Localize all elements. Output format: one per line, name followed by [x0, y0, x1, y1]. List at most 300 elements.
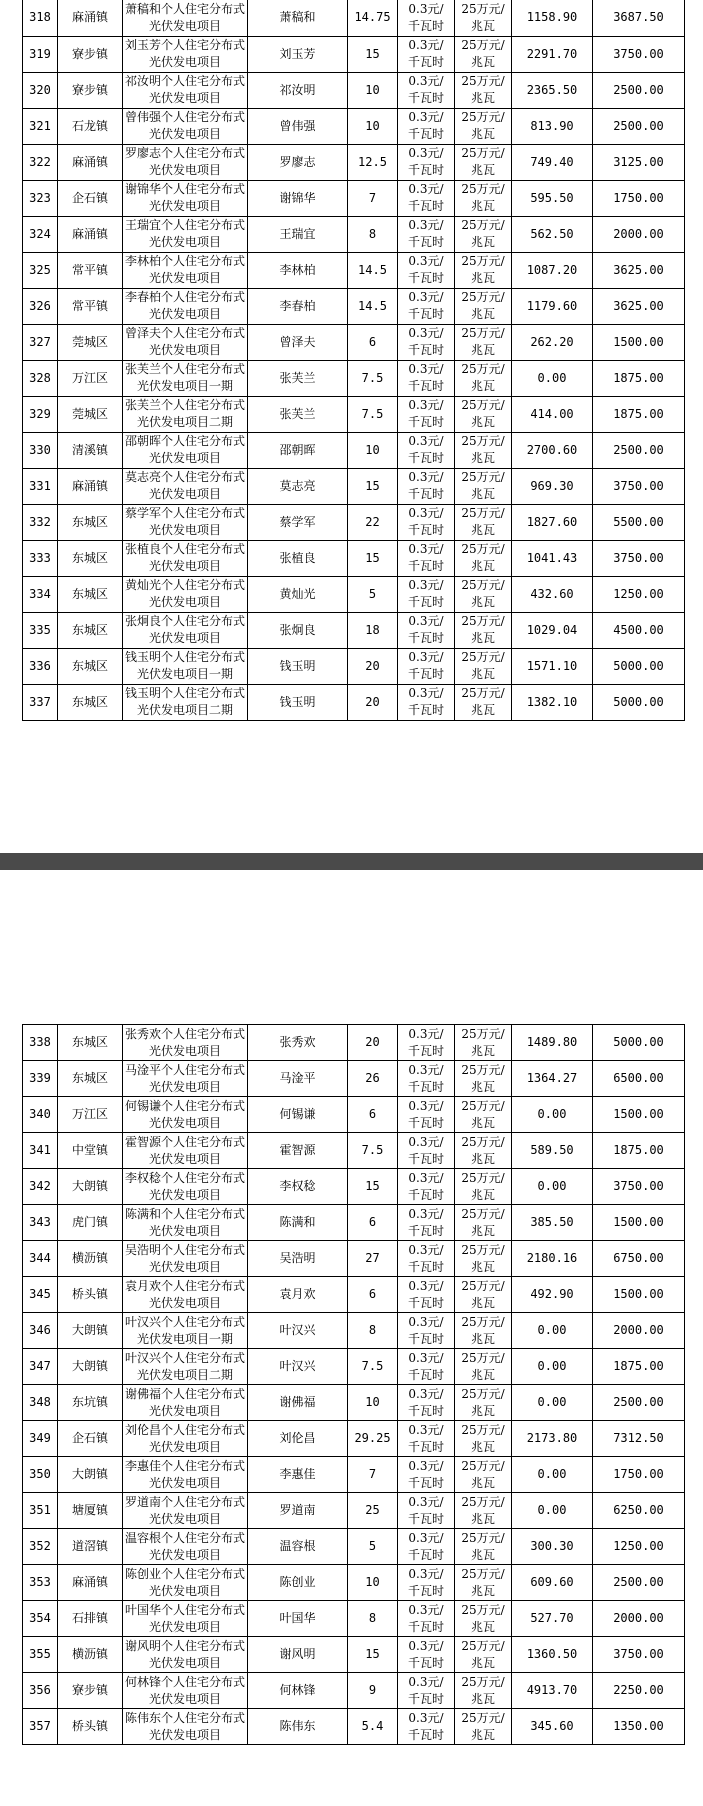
tariff-cell-line-1: 0.3元/: [408, 1566, 444, 1581]
generation-cell: 0.00: [512, 1097, 593, 1133]
tariff-cell-line-2: 千瓦时: [407, 235, 444, 249]
amount-cell: 3687.50: [593, 0, 685, 36]
project-name-cell: 张植良个人住宅分布式光伏发电项目: [123, 540, 248, 576]
subsidy-cell: [455, 0, 512, 36]
capacity-cell: 7.5: [348, 360, 398, 396]
tariff-cell: [398, 108, 455, 144]
capacity-cell: 7: [348, 1457, 398, 1493]
owner-cell: 刘伦昌: [248, 1421, 348, 1457]
town-cell: 东城区: [58, 504, 123, 540]
subsidy-cell: [455, 540, 512, 576]
table-row: [23, 540, 685, 576]
subsidy-cell-line-2: 兆瓦: [470, 1259, 495, 1274]
subsidy-cell: [455, 504, 512, 540]
table-row: [23, 0, 685, 36]
amount-cell: 1875.00: [593, 1133, 685, 1169]
owner-cell: 叶汉兴: [248, 1349, 348, 1385]
generation-cell: 969.30: [512, 468, 593, 504]
subsidy-cell: [455, 648, 512, 684]
tariff-cell-line-1: 0.3元/: [408, 1602, 444, 1617]
row-number: 327: [23, 324, 58, 360]
owner-cell: 曾泽夫: [248, 324, 348, 360]
tariff-cell-line-1: 0.3元/: [408, 362, 444, 376]
amount-cell: 1500.00: [593, 1097, 685, 1133]
tariff-cell-line-2: 千瓦时: [407, 1619, 444, 1634]
subsidy-cell-line-1: 25万元/: [461, 542, 505, 556]
table-row: [23, 360, 685, 396]
row-number: 354: [23, 1601, 58, 1637]
table-row: [23, 1457, 685, 1493]
owner-cell: 张芙兰: [248, 396, 348, 432]
owner-cell: 陈伟东: [248, 1709, 348, 1745]
row-number: 351: [23, 1493, 58, 1529]
tariff-cell-line-1: 0.3元/: [408, 1494, 444, 1509]
amount-cell: 2500.00: [593, 1385, 685, 1421]
subsidy-cell-line-1: 25万元/: [461, 1602, 505, 1617]
project-name-cell: 陈创业个人住宅分布式光伏发电项目: [123, 1565, 248, 1601]
project-name-cell: 何林锋个人住宅分布式光伏发电项目: [123, 1673, 248, 1709]
table-row: [23, 1205, 685, 1241]
owner-cell: 谢风明: [248, 1637, 348, 1673]
subsidy-cell-line-1: 25万元/: [461, 182, 505, 196]
subsidy-cell-line-1: 25万元/: [461, 146, 505, 160]
document-page-1: [0, 0, 703, 853]
generation-cell: 1382.10: [512, 684, 593, 720]
town-cell: 道滘镇: [58, 1529, 123, 1565]
subsidy-cell: [455, 1205, 512, 1241]
amount-cell: 1875.00: [593, 396, 685, 432]
tariff-cell-line-2: 千瓦时: [407, 1367, 444, 1382]
owner-cell: 蔡学军: [248, 504, 348, 540]
tariff-cell: [398, 1601, 455, 1637]
tariff-cell: [398, 1133, 455, 1169]
subsidy-cell-line-2: 兆瓦: [470, 235, 495, 249]
subsidy-cell-line-1: 25万元/: [461, 1206, 505, 1221]
row-number: 338: [23, 1025, 58, 1061]
subsidy-cell-line-1: 25万元/: [461, 686, 505, 700]
generation-cell: 262.20: [512, 324, 593, 360]
generation-cell: 300.30: [512, 1529, 593, 1565]
owner-cell: 曾伟强: [248, 108, 348, 144]
amount-cell: 5000.00: [593, 648, 685, 684]
tariff-cell-line-1: 0.3元/: [408, 650, 444, 664]
capacity-cell: 29.25: [348, 1421, 398, 1457]
amount-cell: 2000.00: [593, 1601, 685, 1637]
tariff-cell: [398, 1421, 455, 1457]
project-name-cell: 邵朝晖个人住宅分布式光伏发电项目: [123, 432, 248, 468]
table-row: [23, 1637, 685, 1673]
row-number: 332: [23, 504, 58, 540]
row-number: 353: [23, 1565, 58, 1601]
project-name-cell: 张芙兰个人住宅分布式光伏发电项目二期: [123, 396, 248, 432]
tariff-cell: [398, 612, 455, 648]
table-row: [23, 504, 685, 540]
table-row: [23, 36, 685, 72]
subsidy-cell: [455, 1673, 512, 1709]
tariff-cell-line-2: 千瓦时: [407, 1691, 444, 1706]
tariff-cell: [398, 180, 455, 216]
row-number: 356: [23, 1673, 58, 1709]
row-number: 343: [23, 1205, 58, 1241]
capacity-cell: 10: [348, 108, 398, 144]
subsidy-cell-line-1: 25万元/: [461, 1494, 505, 1509]
tariff-cell-line-2: 千瓦时: [407, 127, 444, 141]
amount-cell: 1250.00: [593, 1529, 685, 1565]
subsidy-cell: [455, 1493, 512, 1529]
document-page-2: [0, 870, 703, 1806]
row-number: 322: [23, 144, 58, 180]
subsidy-cell-line-1: 25万元/: [461, 1134, 505, 1149]
table-row: [23, 108, 685, 144]
tariff-cell-line-2: 千瓦时: [407, 631, 444, 645]
amount-cell: 3625.00: [593, 252, 685, 288]
row-number: 318: [23, 0, 58, 36]
town-cell: 东城区: [58, 1025, 123, 1061]
owner-cell: 陈满和: [248, 1205, 348, 1241]
row-number: 347: [23, 1349, 58, 1385]
subsidy-cell-line-2: 兆瓦: [470, 271, 495, 285]
tariff-cell: [398, 1025, 455, 1061]
town-cell: 中堂镇: [58, 1133, 123, 1169]
tariff-cell-line-2: 千瓦时: [407, 1655, 444, 1670]
subsidy-cell-line-2: 兆瓦: [470, 1043, 495, 1058]
tariff-cell: [398, 1565, 455, 1601]
capacity-cell: 9: [348, 1673, 398, 1709]
subsidy-cell-line-2: 兆瓦: [470, 1115, 495, 1130]
owner-cell: 罗道南: [248, 1493, 348, 1529]
tariff-cell-line-2: 千瓦时: [407, 1223, 444, 1238]
subsidy-cell-line-2: 兆瓦: [470, 18, 495, 33]
tariff-cell: [398, 1097, 455, 1133]
subsidy-cell-line-1: 25万元/: [461, 1098, 505, 1113]
subsidy-cell-line-2: 兆瓦: [470, 703, 495, 717]
amount-cell: 3750.00: [593, 468, 685, 504]
tariff-cell-line-1: 0.3元/: [408, 398, 444, 412]
table-row: [23, 324, 685, 360]
project-name-cell: 祁汝明个人住宅分布式光伏发电项目: [123, 72, 248, 108]
amount-cell: 3625.00: [593, 288, 685, 324]
owner-cell: 钱玉明: [248, 684, 348, 720]
owner-cell: 谢佛福: [248, 1385, 348, 1421]
subsidy-cell-line-1: 25万元/: [461, 1530, 505, 1545]
amount-cell: 3750.00: [593, 540, 685, 576]
capacity-cell: 5: [348, 1529, 398, 1565]
amount-cell: 6500.00: [593, 1061, 685, 1097]
project-name-cell: 曾伟强个人住宅分布式光伏发电项目: [123, 108, 248, 144]
generation-cell: 1158.90: [512, 0, 593, 36]
capacity-cell: 20: [348, 1025, 398, 1061]
generation-cell: 1364.27: [512, 1061, 593, 1097]
generation-cell: 492.90: [512, 1277, 593, 1313]
tariff-cell: [398, 1241, 455, 1277]
row-number: 323: [23, 180, 58, 216]
project-name-cell: 谢风明个人住宅分布式光伏发电项目: [123, 1637, 248, 1673]
tariff-cell-line-2: 千瓦时: [407, 271, 444, 285]
tariff-cell-line-1: 0.3元/: [408, 1062, 444, 1077]
tariff-cell: [398, 288, 455, 324]
generation-cell: 432.60: [512, 576, 593, 612]
project-name-cell: 霍智源个人住宅分布式光伏发电项目: [123, 1133, 248, 1169]
table-row: [23, 1385, 685, 1421]
table-row: [23, 1313, 685, 1349]
capacity-cell: 20: [348, 648, 398, 684]
project-name-cell: 王瑞宜个人住宅分布式光伏发电项目: [123, 216, 248, 252]
owner-cell: 萧稿和: [248, 0, 348, 36]
owner-cell: 钱玉明: [248, 648, 348, 684]
capacity-cell: 25: [348, 1493, 398, 1529]
capacity-cell: 6: [348, 1277, 398, 1313]
town-cell: 大朗镇: [58, 1313, 123, 1349]
tariff-cell-line-2: 千瓦时: [407, 1043, 444, 1058]
generation-cell: 2365.50: [512, 72, 593, 108]
town-cell: 塘厦镇: [58, 1493, 123, 1529]
subsidy-cell: [455, 684, 512, 720]
subsidy-cell-line-2: 兆瓦: [470, 1583, 495, 1598]
town-cell: 麻涌镇: [58, 468, 123, 504]
capacity-cell: 15: [348, 468, 398, 504]
tariff-cell-line-1: 0.3元/: [408, 290, 444, 304]
tariff-cell: [398, 360, 455, 396]
subsidy-cell: [455, 324, 512, 360]
tariff-cell: [398, 1313, 455, 1349]
subsidy-cell: [455, 1637, 512, 1673]
tariff-cell-line-2: 千瓦时: [407, 307, 444, 321]
capacity-cell: 14.5: [348, 288, 398, 324]
generation-cell: 0.00: [512, 1169, 593, 1205]
capacity-cell: 8: [348, 1601, 398, 1637]
subsidy-cell-line-1: 25万元/: [461, 1026, 505, 1041]
amount-cell: 1350.00: [593, 1709, 685, 1745]
town-cell: 莞城区: [58, 324, 123, 360]
subsidy-cell: [455, 1061, 512, 1097]
generation-cell: 2173.80: [512, 1421, 593, 1457]
subsidy-cell-line-1: 25万元/: [461, 1422, 505, 1437]
subsidy-cell: [455, 1133, 512, 1169]
subsidy-cell-line-2: 兆瓦: [470, 1187, 495, 1202]
capacity-cell: 5: [348, 576, 398, 612]
subsidy-cell-line-1: 25万元/: [461, 1710, 505, 1725]
tariff-cell: [398, 504, 455, 540]
project-name-cell: 马淦平个人住宅分布式光伏发电项目: [123, 1061, 248, 1097]
project-name-cell: 张芙兰个人住宅分布式光伏发电项目一期: [123, 360, 248, 396]
table-row: [23, 1709, 685, 1745]
capacity-cell: 5.4: [348, 1709, 398, 1745]
subsidy-cell: [455, 1097, 512, 1133]
subsidy-cell: [455, 288, 512, 324]
row-number: 319: [23, 36, 58, 72]
project-name-cell: 刘伦昌个人住宅分布式光伏发电项目: [123, 1421, 248, 1457]
tariff-cell-line-2: 千瓦时: [407, 487, 444, 501]
capacity-cell: 26: [348, 1061, 398, 1097]
generation-cell: 1360.50: [512, 1637, 593, 1673]
table-row: [23, 1493, 685, 1529]
town-cell: 寮步镇: [58, 72, 123, 108]
tariff-cell: [398, 1637, 455, 1673]
amount-cell: 3750.00: [593, 36, 685, 72]
tariff-cell: [398, 1061, 455, 1097]
subsidy-cell: [455, 468, 512, 504]
row-number: 326: [23, 288, 58, 324]
capacity-cell: 7.5: [348, 1133, 398, 1169]
generation-cell: 589.50: [512, 1133, 593, 1169]
tariff-cell-line-1: 0.3元/: [408, 1278, 444, 1293]
subsidy-cell-line-2: 兆瓦: [470, 1655, 495, 1670]
subsidy-cell-line-2: 兆瓦: [470, 1403, 495, 1418]
tariff-cell-line-2: 千瓦时: [407, 1079, 444, 1094]
row-number: 335: [23, 612, 58, 648]
table-row: [23, 1061, 685, 1097]
tariff-cell-line-2: 千瓦时: [407, 163, 444, 177]
tariff-cell: [398, 1493, 455, 1529]
tariff-cell: [398, 1205, 455, 1241]
table-row: [23, 576, 685, 612]
amount-cell: 2500.00: [593, 108, 685, 144]
capacity-cell: 15: [348, 1169, 398, 1205]
capacity-cell: 27: [348, 1241, 398, 1277]
table-row: [23, 1277, 685, 1313]
project-name-cell: 蔡学军个人住宅分布式光伏发电项目: [123, 504, 248, 540]
capacity-cell: 10: [348, 72, 398, 108]
capacity-cell: 20: [348, 684, 398, 720]
tariff-cell-line-2: 千瓦时: [407, 379, 444, 393]
subsidy-cell: [455, 1529, 512, 1565]
owner-cell: 祁汝明: [248, 72, 348, 108]
owner-cell: 刘玉芳: [248, 36, 348, 72]
generation-cell: 562.50: [512, 216, 593, 252]
town-cell: 石排镇: [58, 1601, 123, 1637]
row-number: 352: [23, 1529, 58, 1565]
subsidy-cell-line-1: 25万元/: [461, 362, 505, 376]
generation-cell: 4913.70: [512, 1673, 593, 1709]
tariff-cell: [398, 1457, 455, 1493]
tariff-cell-line-2: 千瓦时: [407, 55, 444, 69]
subsidy-cell: [455, 1709, 512, 1745]
subsidy-cell: [455, 108, 512, 144]
generation-cell: 2700.60: [512, 432, 593, 468]
project-name-cell: 罗廖志个人住宅分布式光伏发电项目: [123, 144, 248, 180]
subsidy-cell: [455, 252, 512, 288]
project-name-cell: 温容根个人住宅分布式光伏发电项目: [123, 1529, 248, 1565]
project-name-cell: 李春柏个人住宅分布式光伏发电项目: [123, 288, 248, 324]
tariff-cell-line-1: 0.3元/: [408, 1530, 444, 1545]
project-name-cell: 黄灿光个人住宅分布式光伏发电项目: [123, 576, 248, 612]
tariff-cell-line-1: 0.3元/: [408, 1350, 444, 1365]
amount-cell: 6250.00: [593, 1493, 685, 1529]
town-cell: 虎门镇: [58, 1205, 123, 1241]
town-cell: 横沥镇: [58, 1637, 123, 1673]
subsidy-cell: [455, 1601, 512, 1637]
tariff-cell: [398, 648, 455, 684]
project-name-cell: 罗道南个人住宅分布式光伏发电项目: [123, 1493, 248, 1529]
subsidy-cell-line-2: 兆瓦: [470, 415, 495, 429]
row-number: 346: [23, 1313, 58, 1349]
amount-cell: 3750.00: [593, 1637, 685, 1673]
town-cell: 东城区: [58, 540, 123, 576]
town-cell: 桥头镇: [58, 1709, 123, 1745]
row-number: 330: [23, 432, 58, 468]
row-number: 341: [23, 1133, 58, 1169]
tariff-cell-line-1: 0.3元/: [408, 1638, 444, 1653]
owner-cell: 黄灿光: [248, 576, 348, 612]
capacity-cell: 7: [348, 180, 398, 216]
tariff-cell-line-2: 千瓦时: [407, 1151, 444, 1166]
town-cell: 清溪镇: [58, 432, 123, 468]
tariff-cell-line-2: 千瓦时: [407, 1295, 444, 1310]
tariff-cell-line-1: 0.3元/: [408, 1386, 444, 1401]
subsidy-cell-line-2: 兆瓦: [470, 1151, 495, 1166]
owner-cell: 邵朝晖: [248, 432, 348, 468]
tariff-cell-line-1: 0.3元/: [408, 146, 444, 160]
subsidy-cell: [455, 1385, 512, 1421]
town-cell: 万江区: [58, 360, 123, 396]
subsidy-cell-line-2: 兆瓦: [470, 127, 495, 141]
town-cell: 麻涌镇: [58, 1565, 123, 1601]
subsidy-cell-line-1: 25万元/: [461, 38, 505, 52]
tariff-cell-line-2: 千瓦时: [407, 1547, 444, 1562]
subsidy-cell-line-2: 兆瓦: [470, 451, 495, 465]
subsidy-cell: [455, 1169, 512, 1205]
subsidy-cell: [455, 72, 512, 108]
owner-cell: 李林柏: [248, 252, 348, 288]
generation-cell: 0.00: [512, 360, 593, 396]
subsidy-cell-line-2: 兆瓦: [470, 631, 495, 645]
amount-cell: 1250.00: [593, 576, 685, 612]
table-row: [23, 612, 685, 648]
row-number: 339: [23, 1061, 58, 1097]
tariff-cell-line-2: 千瓦时: [407, 1583, 444, 1598]
tariff-cell-line-2: 千瓦时: [407, 415, 444, 429]
generation-cell: 414.00: [512, 396, 593, 432]
town-cell: 常平镇: [58, 288, 123, 324]
owner-cell: 霍智源: [248, 1133, 348, 1169]
generation-cell: 0.00: [512, 1349, 593, 1385]
amount-cell: 2250.00: [593, 1673, 685, 1709]
town-cell: 石龙镇: [58, 108, 123, 144]
row-number: 328: [23, 360, 58, 396]
capacity-cell: 10: [348, 1565, 398, 1601]
row-number: 342: [23, 1169, 58, 1205]
subsidy-cell-line-1: 25万元/: [461, 218, 505, 232]
row-number: 333: [23, 540, 58, 576]
tariff-cell-line-1: 0.3元/: [408, 542, 444, 556]
tariff-cell: [398, 144, 455, 180]
subsidy-cell-line-1: 25万元/: [461, 1278, 505, 1293]
tariff-cell: [398, 1385, 455, 1421]
subsidy-cell-line-2: 兆瓦: [470, 559, 495, 573]
subsidy-cell-line-2: 兆瓦: [470, 1367, 495, 1382]
town-cell: 东坑镇: [58, 1385, 123, 1421]
subsidy-cell: [455, 360, 512, 396]
row-number: 325: [23, 252, 58, 288]
subsidy-cell-line-1: 25万元/: [461, 1170, 505, 1185]
subsidy-cell-line-2: 兆瓦: [470, 1727, 495, 1742]
subsidy-cell: [455, 144, 512, 180]
town-cell: 横沥镇: [58, 1241, 123, 1277]
capacity-cell: 6: [348, 324, 398, 360]
subsidy-cell: [455, 432, 512, 468]
generation-cell: 813.90: [512, 108, 593, 144]
tariff-cell-line-1: 0.3元/: [408, 218, 444, 232]
town-cell: 大朗镇: [58, 1457, 123, 1493]
amount-cell: 1500.00: [593, 1205, 685, 1241]
tariff-cell-line-2: 千瓦时: [407, 1727, 444, 1742]
tariff-cell: [398, 1277, 455, 1313]
tariff-cell-line-1: 0.3元/: [408, 1134, 444, 1149]
tariff-cell-line-1: 0.3元/: [408, 110, 444, 124]
subsidy-cell-line-1: 25万元/: [461, 398, 505, 412]
tariff-cell-line-2: 千瓦时: [407, 1187, 444, 1202]
capacity-cell: 6: [348, 1097, 398, 1133]
